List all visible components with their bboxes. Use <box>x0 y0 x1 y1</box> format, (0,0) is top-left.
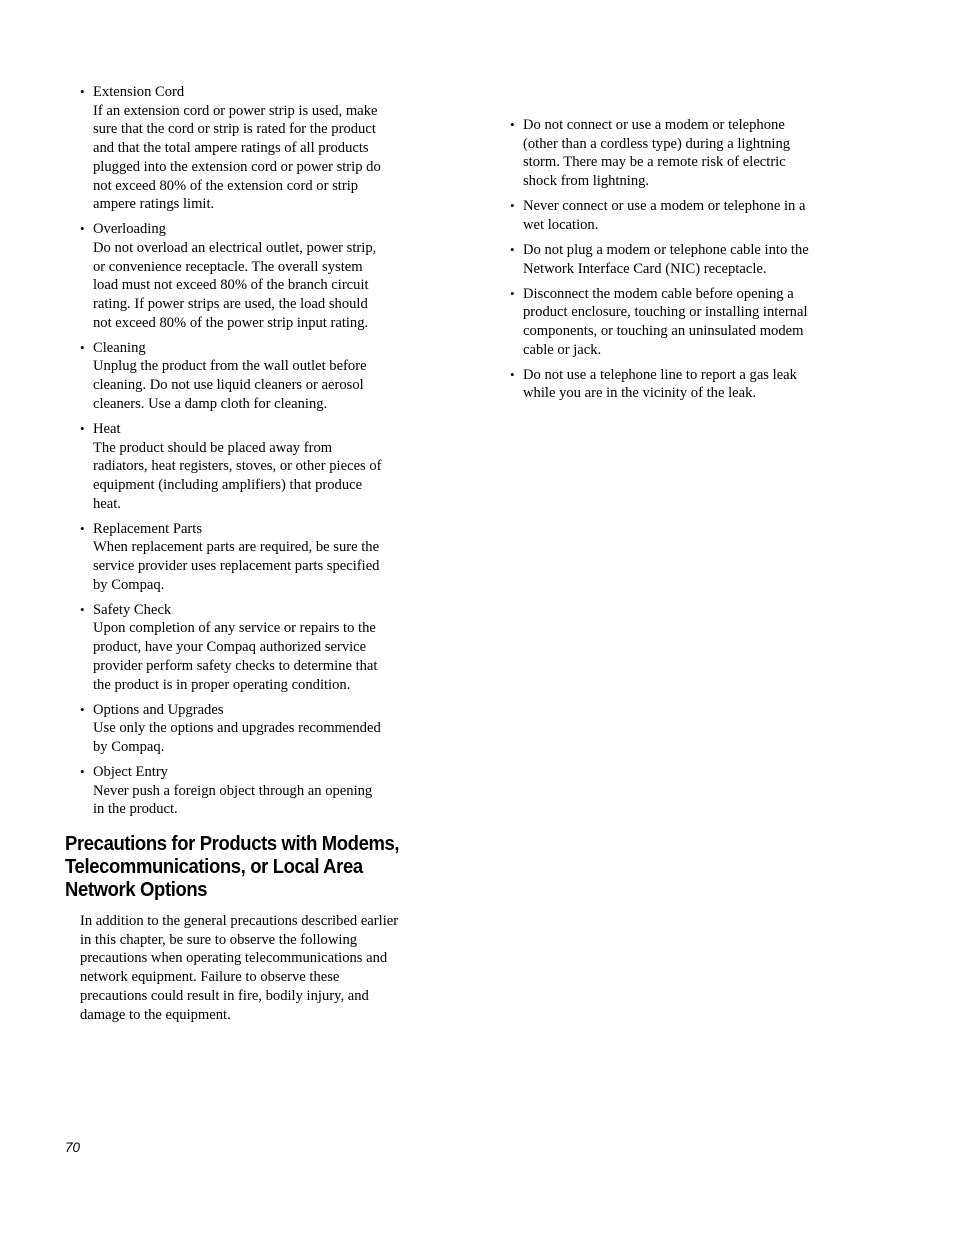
bullet-icon: • <box>80 520 85 536</box>
bullet-icon: • <box>80 763 85 779</box>
list-item <box>80 220 420 332</box>
section-heading: Precautions for Products with Modems, Telecommunications, or Local Area Network Options <box>65 832 400 902</box>
bullet-icon: • <box>510 198 515 214</box>
general-precautions-list <box>80 83 420 819</box>
list-item <box>510 116 840 191</box>
left-column <box>80 83 420 825</box>
item-text: Do not plug a modem or telephone cable into the Network Interface Card (NIC) receptacle. <box>523 241 809 277</box>
item-title: Cleaning <box>93 339 146 356</box>
bullet-icon: • <box>510 241 515 257</box>
item-text: Never push a foreign object through an opening in the product. <box>93 782 373 818</box>
list-item <box>510 197 840 234</box>
list-item <box>510 366 840 403</box>
item-text: Use only the options and upgrades recommended by Compaq. <box>93 720 381 755</box>
right-column <box>510 116 840 409</box>
item-title: Overloading <box>93 221 166 238</box>
item-title: Heat <box>93 420 121 437</box>
bullet-icon: • <box>80 601 85 617</box>
list-item <box>80 339 420 414</box>
list-item <box>510 241 840 278</box>
list-item <box>80 520 420 595</box>
item-text: Unplug the product from the wall outlet before cleaning. Do not use liquid cleaners or aerosol cleaners. Use a damp cloth for cleaning. <box>93 358 367 412</box>
item-title: Safety Check <box>93 601 172 618</box>
item-text: Do not overload an electrical outlet, power strip, or convenience receptacle. The overall system load must not exceed 80% of the branch circuit rating. If power strips are used, the load should not exceed 80% of the power strip input rating. <box>93 239 377 331</box>
section-intro-paragraph: In addition to the general precautions described earlier in this chapter, be sure to observe the following precautions when operating telecommunications and network equipment. Failure to observe these precautions could result in fire, bodily injury, and damage to the equipment. <box>80 913 399 1023</box>
item-text: Do not connect or use a modem or telephone (other than a cordless type) during a lightning storm. There may be a remote risk of electric shock from lightning. <box>523 117 791 190</box>
item-text: Never connect or use a modem or telephone in a wet location. <box>523 198 806 233</box>
bullet-icon: • <box>80 701 85 717</box>
list-item <box>80 83 420 214</box>
bullet-icon: • <box>510 366 515 382</box>
item-title: Object Entry <box>93 763 168 780</box>
item-text: When replacement parts are required, be sure the service provider uses replacement parts specified by Compaq. <box>93 539 380 593</box>
bullet-icon: • <box>510 117 515 132</box>
item-title: Replacement Parts <box>93 520 203 537</box>
item-text: The product should be placed away from radiators, heat registers, stoves, or other pieces of equipment (including amplifiers) that produce heat. <box>93 439 382 512</box>
list-item <box>80 701 420 757</box>
item-text: Do not use a telephone line to report a gas leak while you are in the vicinity of the leak. <box>523 366 797 402</box>
bullet-icon: • <box>80 221 85 237</box>
list-item <box>80 420 420 514</box>
item-text: Disconnect the modem cable before opening a product enclosure, touching or installing internal components, or touching an uninsulated modem cable or jack. <box>523 285 808 358</box>
list-item <box>510 285 840 360</box>
item-text: Upon completion of any service or repairs to the product, have your Compaq authorized service provider perform safety checks to determine that the product is in proper operating condition. <box>93 620 378 693</box>
list-item <box>80 601 420 695</box>
bullet-icon: • <box>80 339 85 355</box>
telecom-precautions-list <box>510 116 840 403</box>
item-text: If an extension cord or power strip is used, make sure that the cord or strip is rated for the product and that the total ampere ratings of all products plugged into the extension cord or power strip do not exceed 80% of the extension cord or strip ampere ratings limit. <box>93 102 381 213</box>
bullet-icon: • <box>510 285 515 301</box>
page-number: 70 <box>65 1140 81 1155</box>
item-title: Extension Cord <box>93 84 185 100</box>
bullet-icon: • <box>80 84 85 99</box>
bullet-icon: • <box>80 420 85 436</box>
item-title: Options and Upgrades <box>93 701 224 718</box>
list-item <box>80 763 420 819</box>
